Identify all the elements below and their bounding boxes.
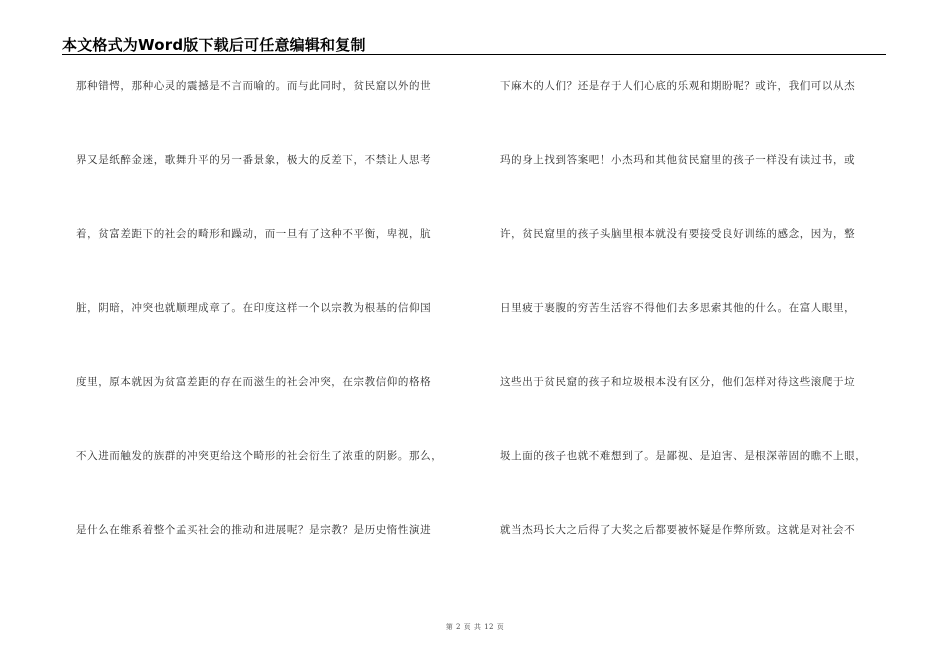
text-line: 圾上面的孩子也就不难想到了。是鄙视、是迫害、是根深蒂固的瞧不上眼， [500,450,867,462]
text-line: 脏，阴暗，冲突也就顺理成章了。在印度这样一个以宗教为根基的信仰国 [76,302,432,314]
document-header [62,32,886,55]
text-line: 是什么在维系着整个孟买社会的推动和进展呢？是宗教？是历史惰性演进 [76,524,432,536]
page-number-footer: 第 2 页 共 12 页 [445,623,505,631]
text-line: 下麻木的人们？还是存于人们心底的乐观和期盼呢？或许，我们可以从杰 [500,80,856,92]
text-line: 许，贫民窟里的孩子头脑里根本就没有要接受良好训练的感念，因为，整 [500,228,856,240]
text-line: 界又是纸醉金迷，歌舞升平的另一番景象，极大的反差下，不禁让人思考 [76,154,432,166]
text-line: 度里，原本就因为贫富差距的存在而滋生的社会冲突，在宗教信仰的格格 [76,376,432,388]
text-line: 那种错愕，那种心灵的震撼是不言而喻的。而与此同时，贫民窟以外的世 [76,80,432,92]
text-line: 不入进而触发的族群的冲突更给这个畸形的社会衍生了浓重的阴影。那么， [76,450,443,462]
text-line: 玛的身上找到答案吧！小杰玛和其他贫民窟里的孩子一样没有读过书，或 [500,154,856,166]
right-text-column [500,76,900,594]
text-line: 这些出于贫民窟的孩子和垃圾根本没有区分，他们怎样对待这些滚爬于垃 [500,376,856,388]
text-line: 着，贫富差距下的社会的畸形和躁动，而一旦有了这种不平衡，卑视，肮 [76,228,432,240]
header-title: 本文格式为Word版下载后可任意编辑和复制 [62,36,366,54]
left-text-column [76,76,476,594]
text-line: 日里疲于裹腹的穷苦生活容不得他们去多思索其他的什么。在富人眼里， [500,302,856,314]
text-line: 就当杰玛长大之后得了大奖之后都要被怀疑是作弊所致。这就是对社会不 [500,524,856,536]
